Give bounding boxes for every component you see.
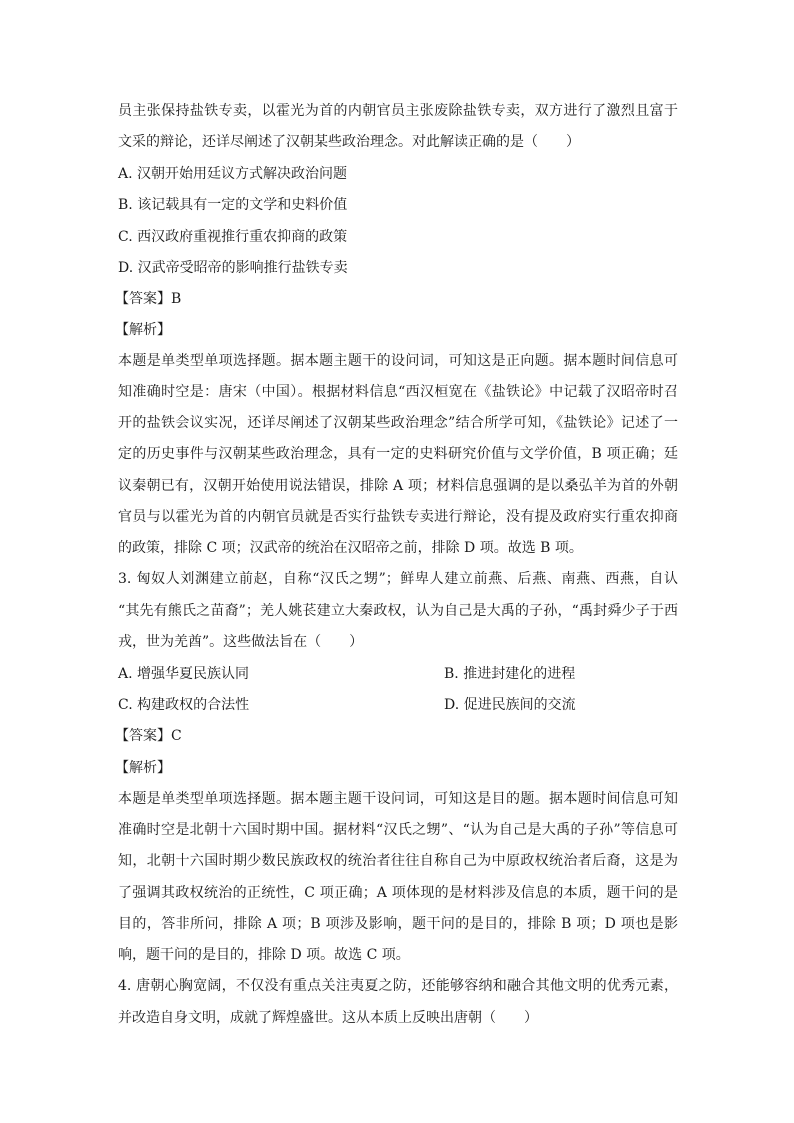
q3-analysis-line-2: 准确时空是北朝十六国时期中国。据材料“汉氏之甥”、“认为自己是大禹的子孙”等信息可 bbox=[118, 822, 678, 838]
q3-stem-line-3: 戎，世为羌酋”。这些做法旨在（ ） bbox=[118, 634, 364, 650]
q3-answer: 【答案】C bbox=[115, 728, 182, 744]
q2-analysis-line-4: 定的历史事件与汉朝某些政治理念，具有一定的史料研究价值与文学价值，B 项正确；廷 bbox=[118, 446, 678, 462]
q3-analysis-line-6: 响，题干问的是目的，排除 D 项。故选 C 项。 bbox=[118, 947, 410, 963]
q2-stem-line-2: 文采的辩论，还详尽阐述了汉朝某些政治理念。对此解读正确的是（ ） bbox=[118, 134, 580, 150]
q2-option-c: C. 西汉政府重视推行重农抑商的政策 bbox=[118, 229, 348, 245]
q3-analysis-line-3: 知，北朝十六国时期少数民族政权的统治者往往自称自己为中原政权统治者后裔，这是为 bbox=[118, 853, 678, 869]
q3-stem-line-2: “其先有熊氏之苗裔”；羌人姚苌建立大秦政权，认为自己是大禹的子孙，“禹封舜少子于西 bbox=[118, 603, 678, 619]
q3-option-a: A. 增强华夏民族认同 bbox=[118, 666, 250, 682]
q2-option-d: D. 汉武帝受昭帝的影响推行盐铁专卖 bbox=[118, 260, 348, 276]
q4-stem-line-1: 4. 唐朝心胸宽阔，不仅没有重点关注夷夏之防，还能够容纳和融合其他文明的优秀元素， bbox=[118, 978, 678, 994]
q2-analysis-line-7: 的政策，排除 C 项；汉武帝的统治在汉昭帝之前，排除 D 项。故选 B 项。 bbox=[118, 540, 583, 556]
q2-option-b: B. 该记载具有一定的文学和史料价值 bbox=[118, 197, 348, 213]
q3-option-b: B. 推进封建化的进程 bbox=[444, 666, 576, 682]
q3-option-c: C. 构建政权的合法性 bbox=[118, 697, 250, 713]
q3-analysis-line-4: 了强调其政权统治的正统性，C 项正确；A 项体现的是材料涉及信息的本质，题干问的是 bbox=[118, 885, 678, 901]
q2-option-a: A. 汉朝开始用廷议方式解决政治问题 bbox=[118, 166, 348, 182]
q2-analysis-line-3: 开的盐铁会议实况，还详尽阐述了汉朝某些政治理念”结合所学可知，《盐铁论》记述了一 bbox=[118, 415, 678, 431]
q2-analysis-line-2: 知准确时空是：唐宋（中国）。根据材料信息“西汉桓宽在《盐铁论》中记载了汉昭帝时召 bbox=[118, 384, 678, 400]
q2-stem-line-1: 员主张保持盐铁专卖，以霍光为首的内朝官员主张废除盐铁专卖，双方进行了激烈且富于 bbox=[118, 103, 678, 119]
q3-stem-line-1: 3. 匈奴人刘渊建立前赵，自称“汉氏之甥”；鲜卑人建立前燕、后燕、南燕、西燕，自认 bbox=[118, 571, 678, 587]
q4-stem-line-2: 并改造自身文明，成就了辉煌盛世。这从本质上反映出唐朝（ ） bbox=[118, 1010, 538, 1026]
q3-option-d: D. 促进民族间的交流 bbox=[444, 697, 576, 713]
q2-analysis-line-1: 本题是单类型单项选择题。据本题主题干的设问词，可知这是正向题。据本题时间信息可 bbox=[118, 353, 678, 369]
q3-analysis-line-5: 目的，答非所问，排除 A 项；B 项涉及影响，题干问的是目的，排除 B 项；D 项也是影 bbox=[118, 916, 678, 932]
q2-analysis-line-5: 议秦朝已有，汉朝开始使用说法错误，排除 A 项；材料信息强调的是以桑弘羊为首的外朝 bbox=[118, 478, 678, 494]
q3-analysis-title: 【解析】 bbox=[115, 760, 171, 776]
q2-analysis-line-6: 官员与以霍光为首的内朝官员就是否实行盐铁专卖进行辩论，没有提及政府实行重农抑商 bbox=[118, 509, 678, 525]
q2-analysis-title: 【解析】 bbox=[115, 322, 171, 338]
q3-analysis-line-1: 本题是单类型单项选择题。据本题主题干设问词，可知这是目的题。据本题时间信息可知 bbox=[118, 791, 678, 807]
q2-answer: 【答案】B bbox=[115, 291, 182, 307]
